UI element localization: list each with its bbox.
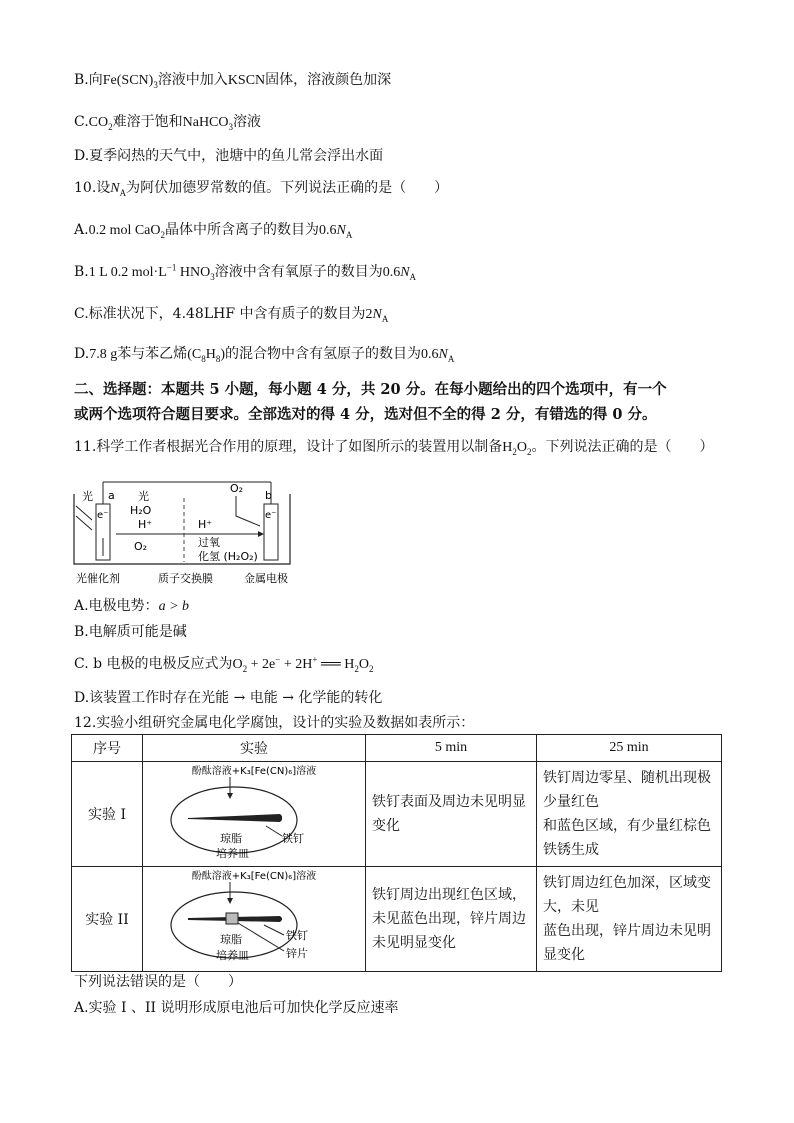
label-o2-top: O₂ <box>230 482 244 495</box>
q11-option-a: A.电极电势：a > b <box>74 598 190 614</box>
label-e-right: e⁻ <box>265 510 277 521</box>
table-header-row <box>72 735 722 762</box>
fig2-nail: 铁钉 <box>286 929 308 942</box>
label-peroxide-2: 化氢 (H₂O₂) <box>198 550 258 563</box>
fig2-dish: 培养皿 <box>216 949 249 962</box>
header-id: 序号 <box>72 735 143 762</box>
fig1-dish: 培养皿 <box>216 847 249 860</box>
header-5min: 5 min <box>366 735 537 762</box>
table-row <box>72 867 722 972</box>
label-h2o: H₂O <box>130 504 152 517</box>
q11-option-b: B.电解质可能是碱 <box>74 624 187 640</box>
table-row <box>72 762 722 867</box>
row1-id: 实验 I <box>72 762 143 867</box>
q11-stem: 11.科学工作者根据光合作用的原理，设计了如图所示的装置用以制备$H_2O_2$。下列说法正确的是（ ） <box>74 439 714 457</box>
q10-option-c: C.标准状况下，4.48LHF 中含有质子的数目为$2N_A$ <box>74 306 389 324</box>
q12-option-a: A.实验 I 、II 说明形成原电池后可加快化学反应速率 <box>74 1000 399 1016</box>
label-hplus-left: H⁺ <box>138 518 153 531</box>
fig1-nail: 铁钉 <box>282 832 304 845</box>
label-a: a <box>108 489 115 502</box>
q12-table <box>71 734 722 972</box>
q9-option-b: B.向$Fe(SCN)_3$溶液中加入KSCN固体，溶液颜色加深 <box>74 72 392 90</box>
section2-line2: 或两个选项符合题目要求。全部选对的得 4 分，选对但不全的得 2 分，有错选的得 0 分。 <box>74 406 657 423</box>
q10-option-d: D.7.8 g苯与苯乙烯$(C_8H_8)$的混合物中含有氢原子的数目为$0.6N_A$ <box>74 346 455 364</box>
q9-option-c: $C.CO_2$难溶于饱和NaHCO$_3$溶液 <box>74 114 262 132</box>
q10-option-a: A.0.2 mol CaO$_2$晶体中所含离子的数目为$0.6N_A$ <box>74 222 353 240</box>
header-experiment: 实验 <box>143 735 366 762</box>
header-25min: 25 min <box>537 735 722 762</box>
q11-option-d: D.该装置工作时存在光能 → 电能 → 化学能的转化 <box>74 690 383 706</box>
label-e-left: e⁻ <box>97 510 109 521</box>
q12-stem: 12.实验小组研究金属电化学腐蚀，设计的实验及数据如表所示： <box>74 715 475 731</box>
label-peroxide-1: 过氧 <box>198 536 220 549</box>
fig2-zinc: 锌片 <box>286 947 308 960</box>
row1-figure <box>143 762 366 867</box>
label-membrane: 质子交换膜 <box>158 572 213 585</box>
fig2-agar: 琼脂 <box>220 933 242 946</box>
q9-option-d: D.夏季闷热的天气中，池塘中的鱼儿常会浮出水面 <box>74 148 384 164</box>
row1-25min: 铁钉周边零星、随机出现极少量红色 和蓝色区域，有少量红棕色铁锈生成 <box>537 762 722 867</box>
section2-line1: 二、选择题：本题共 5 小题，每小题 4 分，共 20 分。在每小题给出的四个选项中，有一个 <box>74 381 667 398</box>
row2-25min: 铁钉周边红色加深，区域变大，未见 蓝色出现，锌片周边未见明显变化 <box>537 867 722 972</box>
row1-5min: 铁钉表面及周边未见明显 变化 <box>366 762 537 867</box>
row2-id: 实验 II <box>72 867 143 972</box>
q10-option-b: B.1 L 0.2 $mol\cdot L^{-1}$ $HNO_3$溶液中含有氧原子的数目为$0.6N_A$ <box>74 262 417 282</box>
fig2-reagent: 酚酞溶液+K₃[Fe(CN)₆]溶液 <box>191 871 317 882</box>
label-photocatalyst: 光催化剂 <box>76 572 120 585</box>
label-light: 光 <box>82 490 93 503</box>
q12-after: 下列说法错误的是（ ） <box>74 974 242 990</box>
fig1-reagent: 酚酞溶液+K₃[Fe(CN)₆]溶液 <box>191 766 317 777</box>
label-metal-electrode: 金属电极 <box>244 572 288 585</box>
label-o2-left: O₂ <box>134 540 148 553</box>
label-b: b <box>265 489 272 502</box>
q10-stem: 10.设$N_A$为阿伏加德罗常数的值。下列说法正确的是（ ） <box>74 180 449 198</box>
q11-apparatus-diagram <box>72 476 312 588</box>
row2-5min: 铁钉周边出现红色区域， 未见蓝色出现，锌片周边 未见明显变化 <box>366 867 537 972</box>
label-light-2: 光 <box>138 490 149 503</box>
row2-figure <box>143 867 366 972</box>
q11-option-c: C. b 电极的电极反应式为$O_2 + 2e^- + 2H^+$ ══ $H_2O_2$ <box>74 654 374 674</box>
label-hplus-right: H⁺ <box>198 518 213 531</box>
fig1-agar: 琼脂 <box>220 832 242 845</box>
